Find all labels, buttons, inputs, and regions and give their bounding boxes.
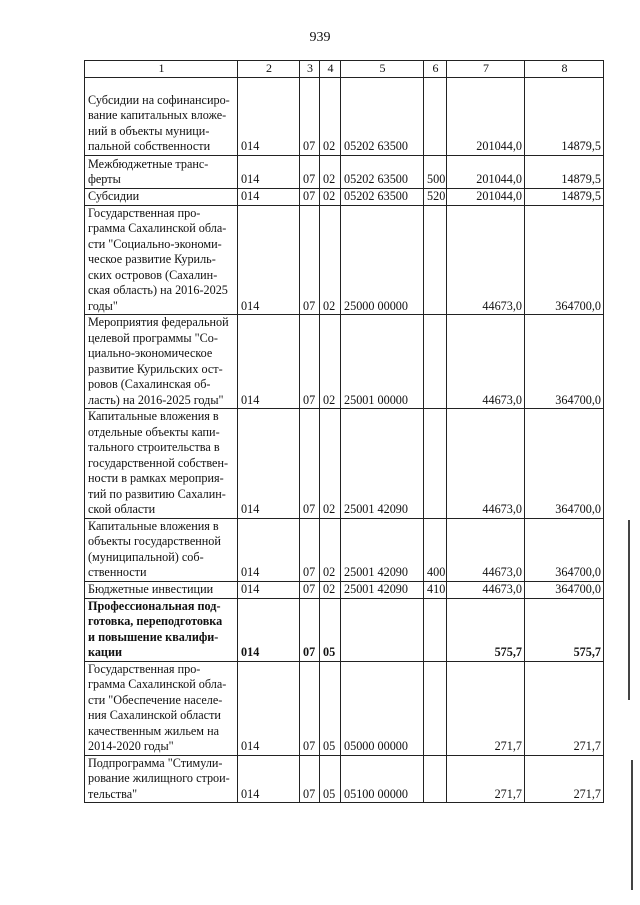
value-cell (424, 205, 447, 315)
budget-table (84, 60, 604, 803)
value-cell: 05100 00000 (341, 755, 424, 803)
value-cell: 02 (320, 188, 341, 205)
header-cell: 4 (320, 61, 341, 78)
value-cell: 05 (320, 661, 341, 755)
value-cell: 014 (238, 661, 300, 755)
header-row (85, 61, 604, 78)
value-cell: 364700,0 (525, 409, 604, 519)
value-cell: 05202 63500 (341, 77, 424, 155)
value-cell: 44673,0 (447, 409, 525, 519)
scan-mark (631, 760, 633, 890)
row-name-cell: Подпрограмма "Стимули- рование жилищного строи- тельства" (85, 755, 238, 803)
value-cell: 201044,0 (447, 77, 525, 155)
value-cell: 05202 63500 (341, 155, 424, 188)
value-cell: 25001 42090 (341, 409, 424, 519)
value-cell: 014 (238, 755, 300, 803)
value-cell: 014 (238, 188, 300, 205)
row-name-cell: Капитальные вложения в отдельные объекты капи- тального строительства в государственной собствен- ности в рамках мероприя- тий по развитию Сахалин- ской области (85, 409, 238, 519)
value-cell: 07 (300, 205, 320, 315)
value-cell: 25001 00000 (341, 315, 424, 409)
table-row (85, 315, 604, 409)
table-row (85, 77, 604, 155)
value-cell: 07 (300, 661, 320, 755)
value-cell: 014 (238, 409, 300, 519)
value-cell: 25000 00000 (341, 205, 424, 315)
value-cell: 02 (320, 77, 341, 155)
row-name-cell: Субсидии на софинансиро- вание капитальных вложе- ний в объекты муници- пальной собственности (85, 77, 238, 155)
table-row (85, 598, 604, 661)
row-name-cell: Межбюджетные транс- ферты (85, 155, 238, 188)
row-name-cell: Мероприятия федеральной целевой программы "Со- циально-экономическое развитие Курильских ост- ровов (Сахалинская об- ласть) на 2016-2025 годы" (85, 315, 238, 409)
value-cell: 44673,0 (447, 518, 525, 581)
value-cell: 271,7 (525, 661, 604, 755)
value-cell (424, 755, 447, 803)
value-cell: 014 (238, 598, 300, 661)
header-cell: 1 (85, 61, 238, 78)
value-cell: 014 (238, 581, 300, 598)
value-cell: 364700,0 (525, 205, 604, 315)
value-cell: 02 (320, 581, 341, 598)
table-row (85, 155, 604, 188)
value-cell (424, 661, 447, 755)
value-cell: 07 (300, 518, 320, 581)
value-cell: 364700,0 (525, 581, 604, 598)
value-cell: 07 (300, 581, 320, 598)
value-cell: 014 (238, 315, 300, 409)
row-name-cell: Бюджетные инвестиции (85, 581, 238, 598)
value-cell: 14879,5 (525, 155, 604, 188)
value-cell: 014 (238, 155, 300, 188)
value-cell: 201044,0 (447, 155, 525, 188)
table-row (85, 755, 604, 803)
value-cell: 271,7 (525, 755, 604, 803)
value-cell (341, 598, 424, 661)
row-name-cell: Профессиональная под- готовка, переподготовка и повышение квалифи- кации (85, 598, 238, 661)
value-cell: 014 (238, 205, 300, 315)
value-cell: 05202 63500 (341, 188, 424, 205)
value-cell: 05000 00000 (341, 661, 424, 755)
table-row (85, 188, 604, 205)
value-cell: 02 (320, 205, 341, 315)
value-cell: 364700,0 (525, 315, 604, 409)
value-cell: 44673,0 (447, 315, 525, 409)
value-cell: 575,7 (447, 598, 525, 661)
value-cell (424, 598, 447, 661)
value-cell: 014 (238, 518, 300, 581)
value-cell: 44673,0 (447, 205, 525, 315)
value-cell: 07 (300, 155, 320, 188)
value-cell: 07 (300, 755, 320, 803)
value-cell: 02 (320, 155, 341, 188)
row-name-cell: Капитальные вложения в объекты государственной (муниципальной) соб- ственности (85, 518, 238, 581)
value-cell: 44673,0 (447, 581, 525, 598)
row-name-cell: Государственная про- грамма Сахалинской обла- сти "Обеспечение населе- ния Сахалинской области качественным жильем на 2014-2020 годы" (85, 661, 238, 755)
header-cell: 5 (341, 61, 424, 78)
value-cell: 07 (300, 315, 320, 409)
table-row (85, 518, 604, 581)
value-cell: 05 (320, 598, 341, 661)
table-row (85, 661, 604, 755)
header-cell: 2 (238, 61, 300, 78)
header-cell: 3 (300, 61, 320, 78)
value-cell (424, 315, 447, 409)
value-cell: 14879,5 (525, 77, 604, 155)
header-cell: 8 (525, 61, 604, 78)
table-row (85, 409, 604, 519)
value-cell: 271,7 (447, 661, 525, 755)
value-cell: 25001 42090 (341, 518, 424, 581)
header-cell: 7 (447, 61, 525, 78)
value-cell: 271,7 (447, 755, 525, 803)
value-cell: 25001 42090 (341, 581, 424, 598)
value-cell: 400 (424, 518, 447, 581)
value-cell: 07 (300, 188, 320, 205)
value-cell: 02 (320, 315, 341, 409)
value-cell (424, 77, 447, 155)
row-name-cell: Субсидии (85, 188, 238, 205)
value-cell: 07 (300, 77, 320, 155)
table-row (85, 581, 604, 598)
value-cell (424, 409, 447, 519)
value-cell: 410 (424, 581, 447, 598)
value-cell: 201044,0 (447, 188, 525, 205)
value-cell: 05 (320, 755, 341, 803)
value-cell: 364700,0 (525, 518, 604, 581)
table-row (85, 205, 604, 315)
value-cell: 500 (424, 155, 447, 188)
row-name-cell: Государственная про- грамма Сахалинской обла- сти "Социально-экономи- ческое развитие Куриль- ских островов (Сахалин- ская область) на 2016-2025 годы" (85, 205, 238, 315)
value-cell: 014 (238, 77, 300, 155)
value-cell: 07 (300, 409, 320, 519)
value-cell: 02 (320, 518, 341, 581)
value-cell: 02 (320, 409, 341, 519)
value-cell: 14879,5 (525, 188, 604, 205)
value-cell: 575,7 (525, 598, 604, 661)
scan-mark (628, 520, 630, 700)
value-cell: 07 (300, 598, 320, 661)
header-cell: 6 (424, 61, 447, 78)
page-number: 939 (309, 30, 331, 45)
value-cell: 520 (424, 188, 447, 205)
